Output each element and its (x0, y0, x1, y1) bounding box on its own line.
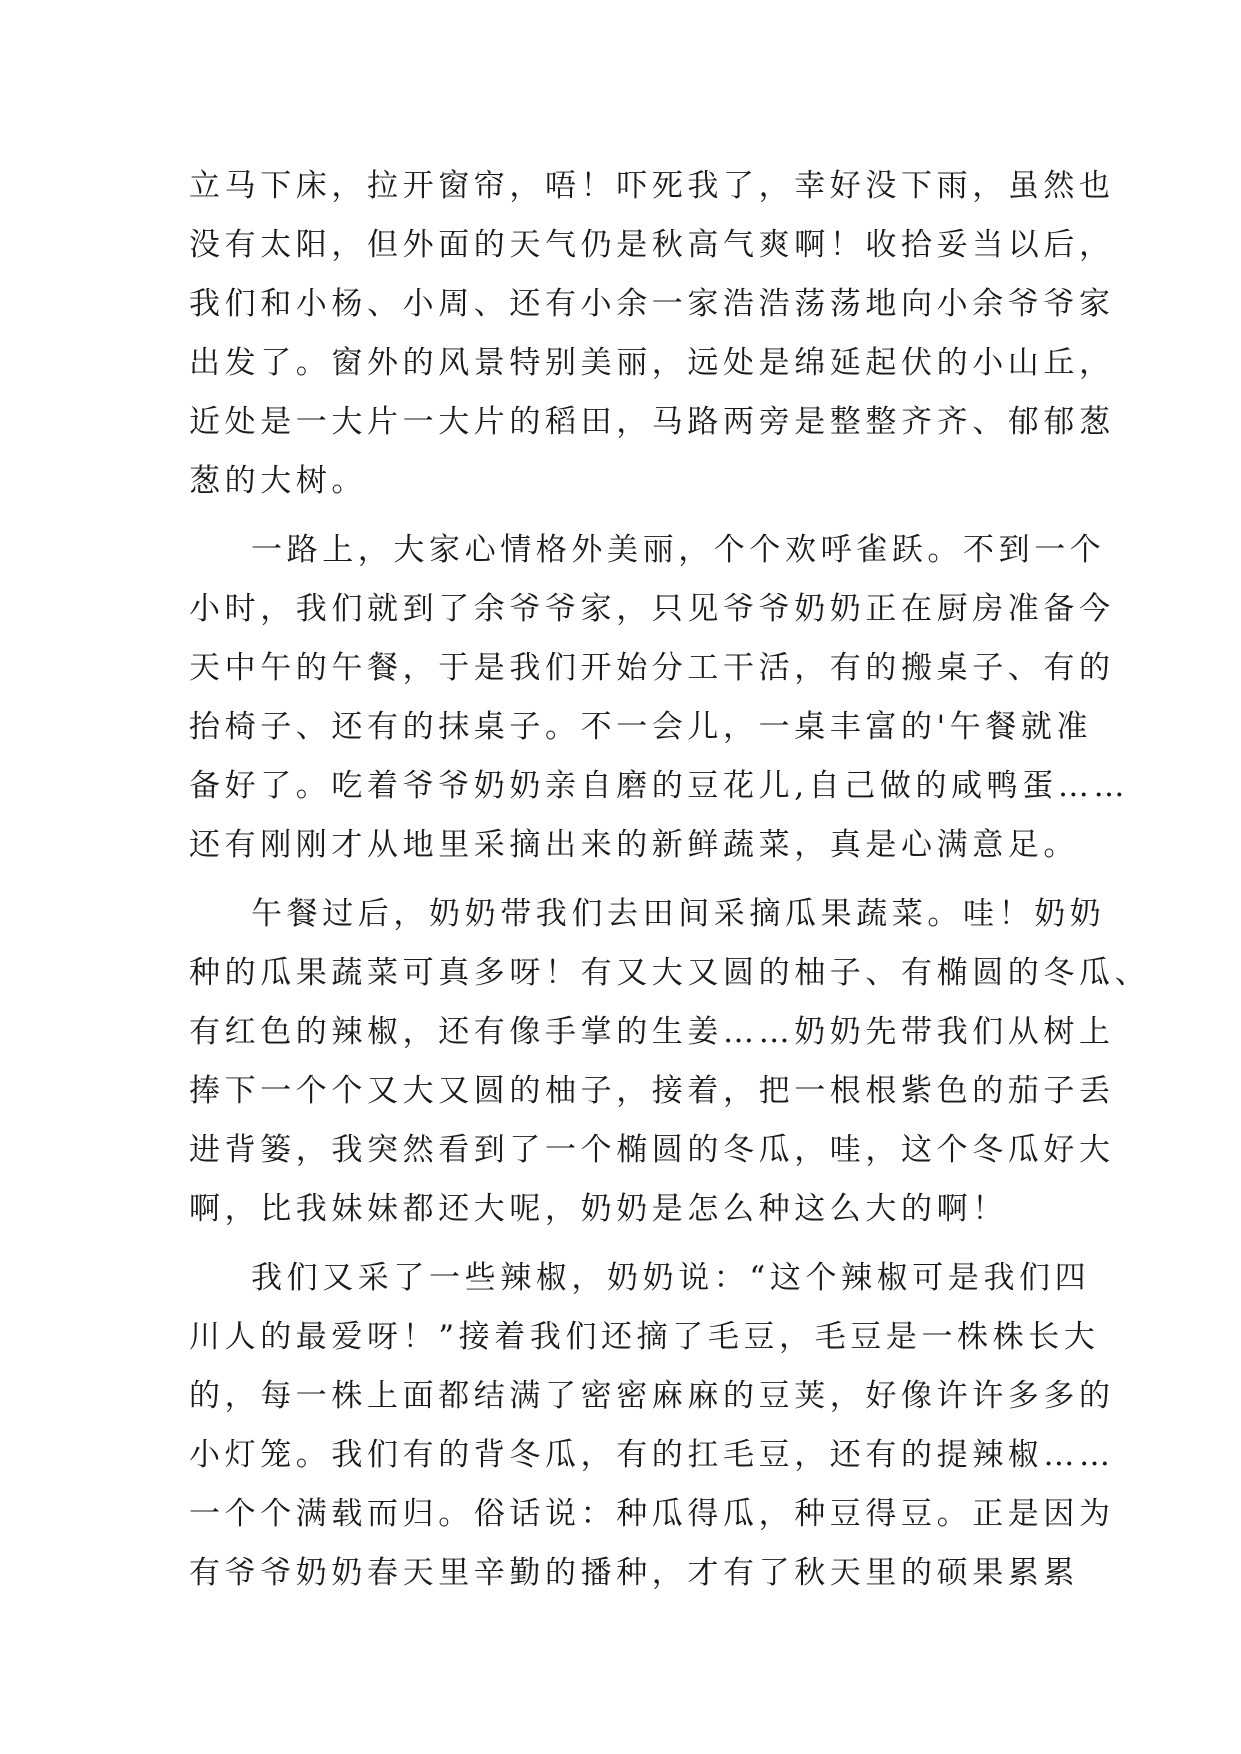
text-line: 天中午的午餐，于是我们开始分工干活，有的搬桌子、有的 (189, 650, 1115, 686)
text-line: 立马下床，拉开窗帘，唔！吓死我了，幸好没下雨，虽然也 (189, 168, 1115, 204)
text-line: 抬椅子、还有的抹桌子。不一会儿，一桌丰富的'午餐就准 (189, 709, 1093, 745)
text-line: 的，每一株上面都结满了密密麻麻的豆荚，好像许许多多的 (189, 1378, 1115, 1414)
document-body (189, 157, 1151, 1603)
text-line: 还有刚刚才从地里采摘出来的新鲜蔬菜，真是心满意足。 (189, 827, 1079, 863)
text-line: 没有太阳，但外面的天气仍是秋高气爽啊！收拾妥当以后， (189, 227, 1115, 263)
text-line: 葱的大树。 (189, 463, 367, 499)
paragraph-first-line: 我们又采了一些辣椒，奶奶说：“这个辣椒可是我们四 (251, 1260, 1091, 1296)
text-line: 小灯笼。我们有的背冬瓜，有的扛毛豆，还有的提辣椒…… (189, 1437, 1115, 1473)
paragraph-gap (189, 875, 1069, 885)
text-line: 捧下一个个又大又圆的柚子，接着，把一根根紫色的茄子丢 (189, 1073, 1115, 1109)
text-line: 我们和小杨、小周、还有小余一家浩浩荡荡地向小余爷爷家 (189, 286, 1115, 322)
text-line: 进背篓，我突然看到了一个椭圆的冬瓜，哇，这个冬瓜好大 (189, 1132, 1115, 1168)
paragraph-gap (189, 1239, 1069, 1249)
paragraph-gap (189, 511, 1069, 521)
text-line: 种的瓜果蔬菜可真多呀！有又大又圆的柚子、有椭圆的冬瓜、 (189, 955, 1151, 991)
text-line: 小时，我们就到了余爷爷家，只见爷爷奶奶正在厨房准备今 (189, 591, 1115, 627)
text-line: 备好了。吃着爷爷奶奶亲自磨的豆花儿,自己做的咸鸭蛋…… (189, 768, 1130, 804)
text-line: 一个个满载而归。俗话说：种瓜得瓜，种豆得豆。正是因为 (189, 1496, 1115, 1532)
text-line: 川人的最爱呀！”接着我们还摘了毛豆，毛豆是一株株长大 (189, 1319, 1100, 1355)
text-line: 有爷爷奶奶春天里辛勤的播种，才有了秋天里的硕果累累 (189, 1555, 1079, 1591)
paragraph-first-line: 午餐过后，奶奶带我们去田间采摘瓜果蔬菜。哇！奶奶 (251, 896, 1106, 932)
text-line: 有红色的辣椒，还有像手掌的生姜……奶奶先带我们从树上 (189, 1014, 1115, 1050)
text-line: 啊，比我妹妹都还大呢，奶奶是怎么种这么大的啊！ (189, 1191, 1008, 1227)
text-line: 近处是一大片一大片的稻田，马路两旁是整整齐齐、郁郁葱 (189, 404, 1115, 440)
paragraph-first-line: 一路上，大家心情格外美丽，个个欢呼雀跃。不到一个 (251, 532, 1106, 568)
text-line: 出发了。窗外的风景特别美丽，远处是绵延起伏的小山丘， (189, 345, 1115, 381)
